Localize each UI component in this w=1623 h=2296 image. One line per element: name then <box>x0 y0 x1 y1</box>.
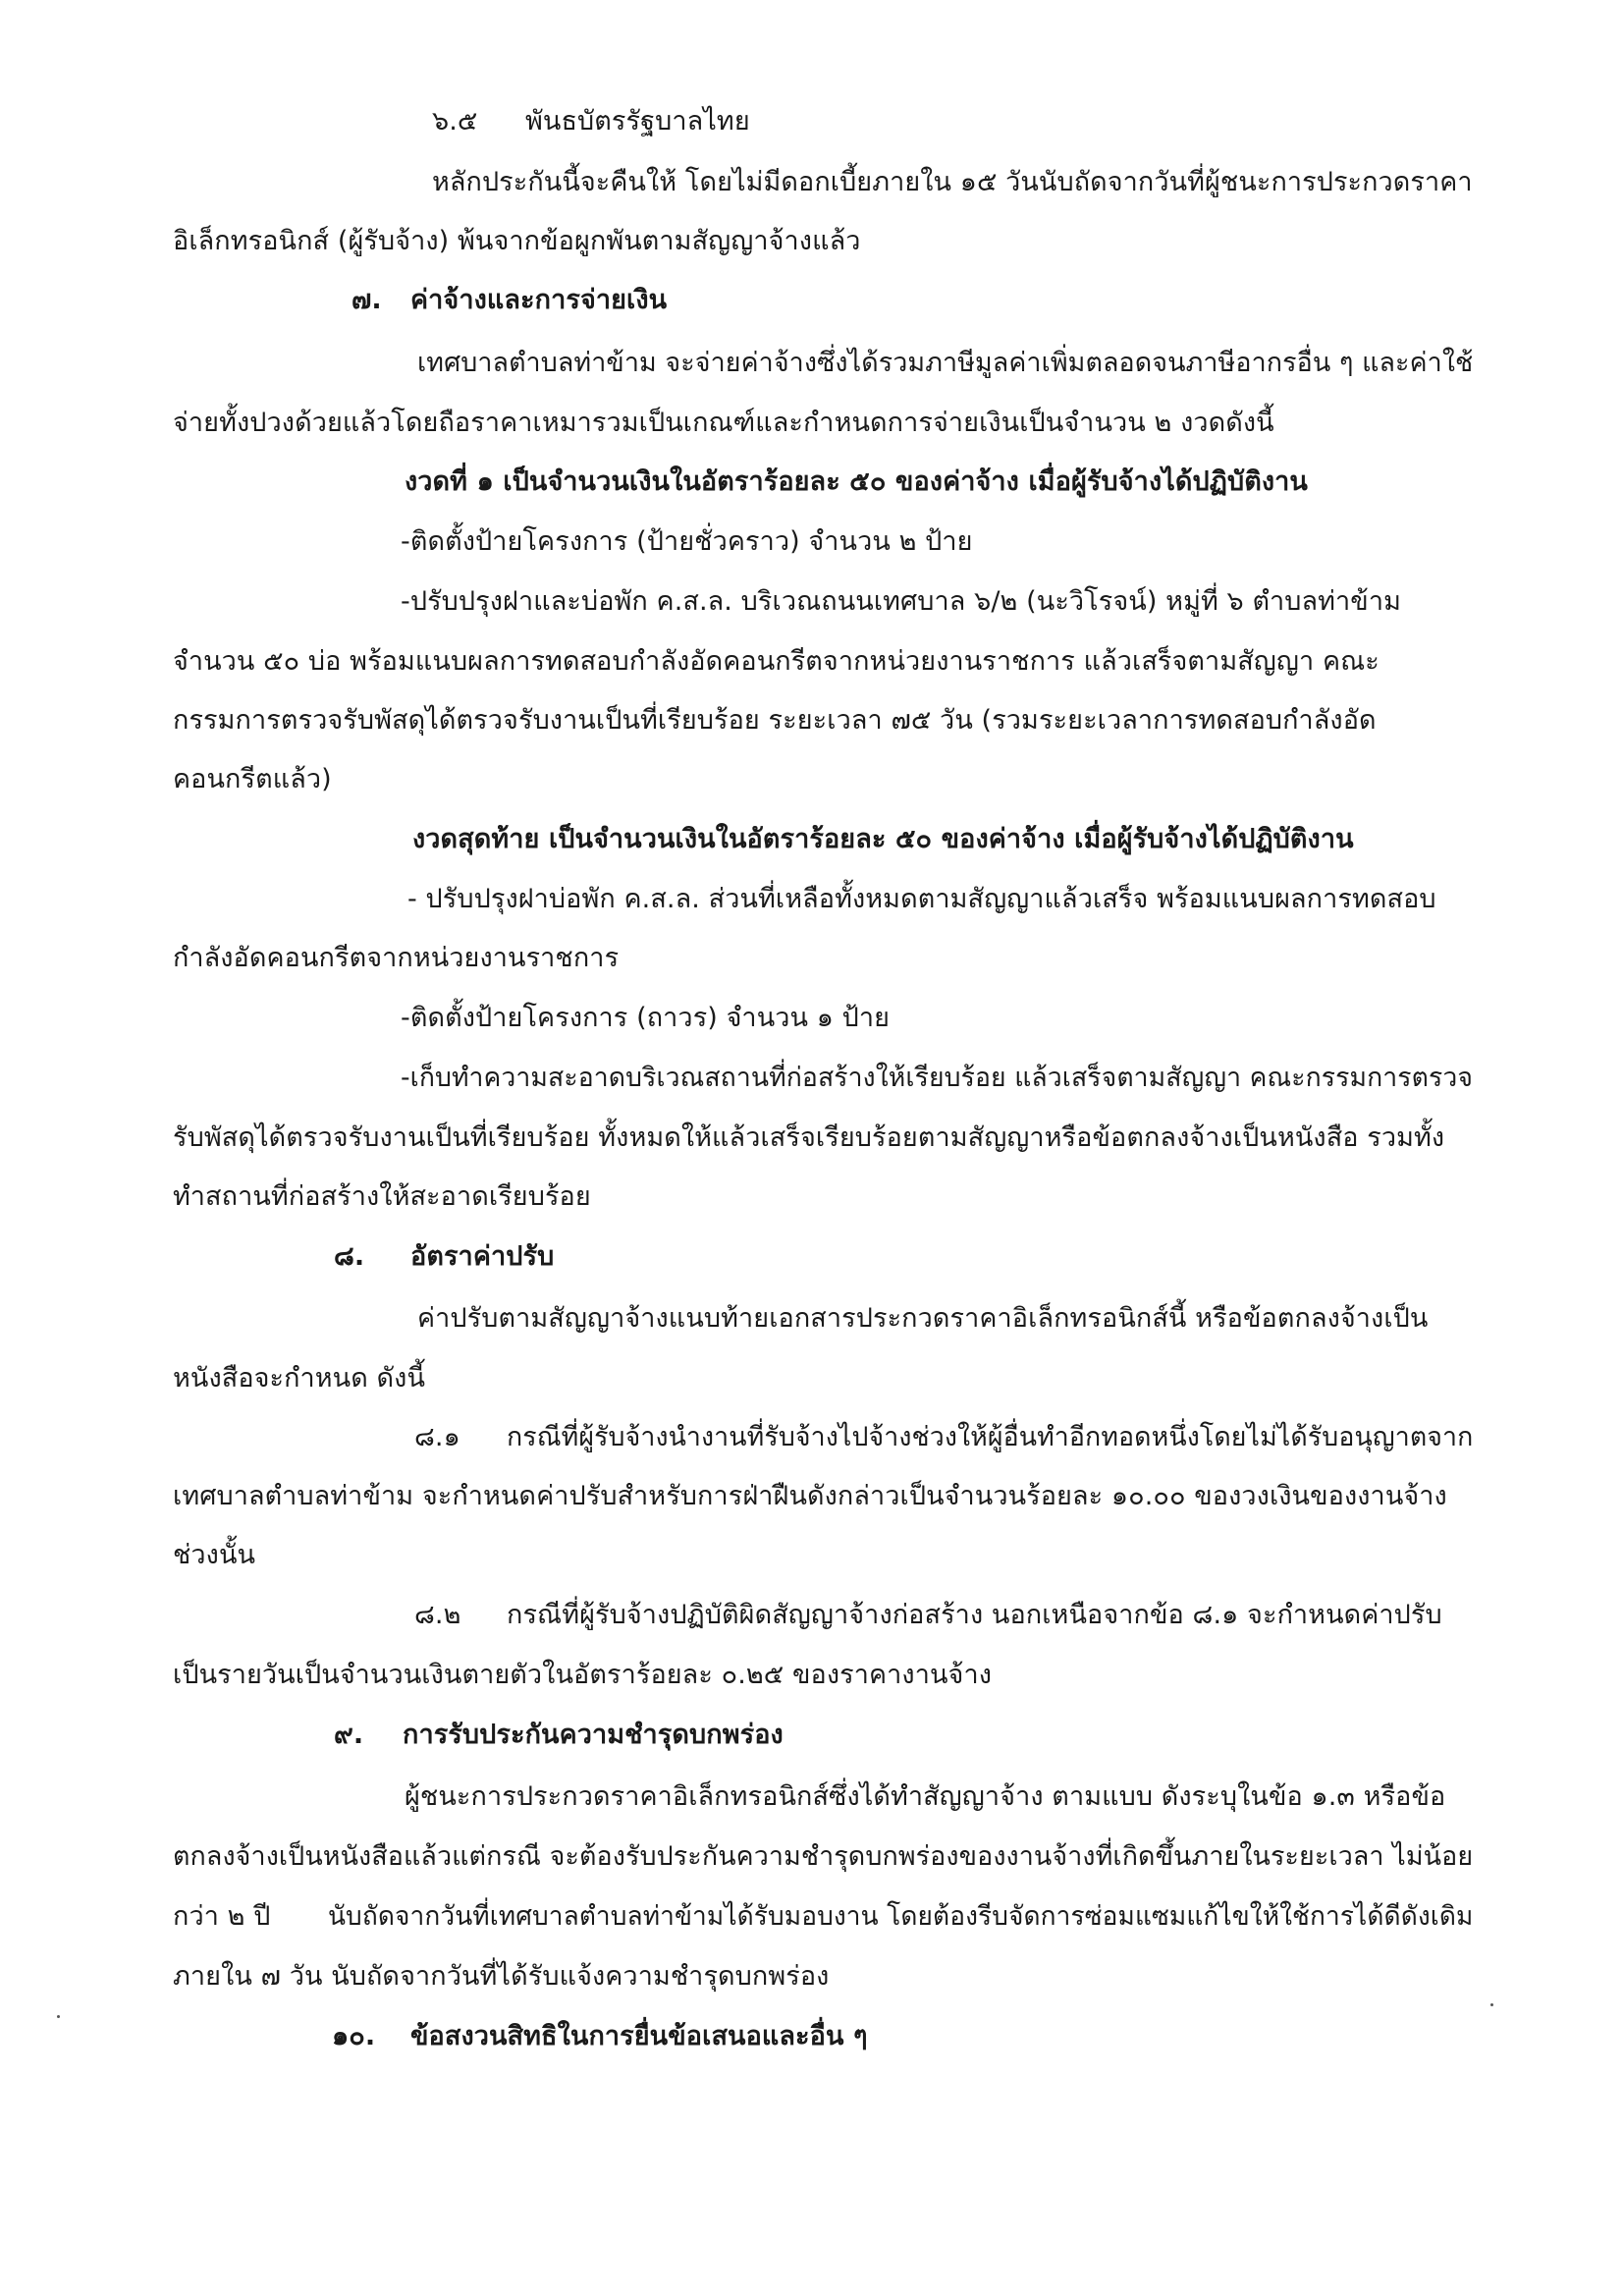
paragraph-warranty-line-2: ตกลงจ้างเป็นหนังสือแล้วแต่กรณี จะต้องรับประกันความชำรุดบกพร่องของงานจ้างที่เกิดขึ้นภายในระยะเวลา ไม่น้อย <box>173 1841 1474 1872</box>
section-8-1-line-3: ช่วงนั้น <box>173 1540 256 1570</box>
installment-final-item-2: -ติดตั้งป้ายโครงการ (ถาวร) จำนวน ๑ ป้าย <box>401 1003 891 1033</box>
installment-final-item-1-line-1: - ปรับปรุงฝาบ่อพัก ค.ส.ล. ส่วนที่เหลือทั้งหมดตามสัญญาแล้วเสร็จ พร้อมแนบผลการทดสอบ <box>407 884 1436 914</box>
section-8-2-number: ๘.๒ <box>414 1600 461 1630</box>
section-8-1-line-2: เทศบาลตำบลท่าข้าม จะกำหนดค่าปรับสำหรับการฝ่าฝืนดังกล่าวเป็นจำนวนร้อยละ ๑๐.๐๐ ของวงเงินของงานจ้าง <box>173 1481 1447 1511</box>
paragraph-fine-line-2: หนังสือจะกำหนด ดังนี้ <box>173 1363 426 1394</box>
section-8-2-line-2: เป็นรายวันเป็นจำนวนเงินตายตัวในอัตราร้อยละ ๐.๒๕ ของราคางานจ้าง <box>173 1660 992 1690</box>
installment-1-item-2-line-2: จำนวน ๕๐ บ่อ พร้อมแนบผลการทดสอบกำลังอัดคอนกรีตจากหน่วยงานราชการ แล้วเสร็จตามสัญญา คณะ <box>173 646 1380 677</box>
installment-final-heading: งวดสุดท้าย เป็นจำนวนเงินในอัตราร้อยละ ๕๐ ของค่าจ้าง เมื่อผู้รับจ้างได้ปฏิบัติงาน <box>412 824 1354 854</box>
installment-final-item-3-line-1: -เก็บทำความสะอาดบริเวณสถานที่ก่อสร้างให้เรียบร้อย แล้วเสร็จตามสัญญา คณะกรรมการตรวจ <box>401 1063 1474 1093</box>
section-8-1-number: ๘.๑ <box>414 1422 460 1452</box>
paragraph-warranty-line-1: ผู้ชนะการประกวดราคาอิเล็กทรอนิกส์ซึ่งได้ทำสัญญาจ้าง ตามแบบ ดังระบุในข้อ ๑.๓ หรือข้อ <box>405 1781 1446 1812</box>
installment-1-item-2-line-1: -ปรับปรุงฝาและบ่อพัก ค.ส.ล. บริเวณถนนเทศบาล ๖/๒ (นะวิโรจน์) หมู่ที่ ๖ ตำบลท่าข้าม <box>401 586 1402 617</box>
section-7-number: ๗. <box>352 285 382 315</box>
section-6-5-text: พันธบัตรรัฐบาลไทย <box>525 106 750 137</box>
paragraph-warranty-line-3b: นับถัดจากวันที่เทศบาลตำบลท่าข้ามได้รับมอบงาน โดยต้องรีบจัดการซ่อมแซมแก้ไขให้ใช้การได้ดีดังเดิม <box>328 1901 1474 1932</box>
section-7-title: ค่าจ้างและการจ่ายเงิน <box>410 285 668 315</box>
paragraph-guarantee-line-2: อิเล็กทรอนิกส์ (ผู้รับจ้าง) พ้นจากข้อผูกพันตามสัญญาจ้างแล้ว <box>173 226 861 256</box>
installment-final-item-1-line-2: กำลังอัดคอนกรีตจากหน่วยงานราชการ <box>173 943 620 973</box>
section-8-number: ๘. <box>334 1241 365 1272</box>
scan-speck <box>1490 2003 1493 2006</box>
paragraph-payment-line-2: จ่ายทั้งปวงด้วยแล้วโดยถือราคาเหมารวมเป็นเกณฑ์และกำหนดการจ่ายเงินเป็นจำนวน ๒ งวดดังนี้ <box>173 408 1274 438</box>
paragraph-warranty-line-3a: กว่า ๒ ปี <box>173 1901 271 1932</box>
paragraph-payment-line-1: เทศบาลตำบลท่าข้าม จะจ่ายค่าจ้างซึ่งได้รวมภาษีมูลค่าเพิ่มตลอดจนภาษีอากรอื่น ๆ และค่าใช้ <box>417 348 1474 378</box>
paragraph-fine-line-1: ค่าปรับตามสัญญาจ้างแนบท้ายเอกสารประกวดราคาอิเล็กทรอนิกส์นี้ หรือข้อตกลงจ้างเป็น <box>417 1303 1429 1334</box>
section-9-number: ๙. <box>334 1720 364 1750</box>
section-6-5-number: ๖.๕ <box>432 106 478 137</box>
installment-1-item-1: -ติดตั้งป้ายโครงการ (ป้ายชั่วคราว) จำนวน ๒ ป้าย <box>401 526 973 557</box>
installment-1-item-2-line-3: กรรมการตรวจรับพัสดุได้ตรวจรับงานเป็นที่เรียบร้อย ระยะเวลา ๗๕ วัน (รวมระยะเวลาการทดสอบกำลังอัด <box>173 705 1377 736</box>
paragraph-warranty-line-4: ภายใน ๗ วัน นับถัดจากวันที่ได้รับแจ้งความชำรุดบกพร่อง <box>173 1961 830 1992</box>
section-8-1-line-1: กรณีที่ผู้รับจ้างนำงานที่รับจ้างไปจ้างช่วงให้ผู้อื่นทำอีกทอดหนึ่งโดยไม่ได้รับอนุญาตจาก <box>507 1422 1474 1452</box>
section-9-title: การรับประกันความชำรุดบกพร่อง <box>403 1720 784 1750</box>
section-8-2-line-1: กรณีที่ผู้รับจ้างปฏิบัติผิดสัญญาจ้างก่อสร้าง นอกเหนือจากข้อ ๘.๑ จะกำหนดค่าปรับ <box>507 1600 1442 1630</box>
installment-final-item-3-line-3: ทำสถานที่ก่อสร้างให้สะอาดเรียบร้อย <box>173 1181 591 1212</box>
section-10-number: ๑๐. <box>332 2021 376 2051</box>
installment-1-heading: งวดที่ ๑ เป็นจำนวนเงินในอัตราร้อยละ ๕๐ ของค่าจ้าง เมื่อผู้รับจ้างได้ปฏิบัติงาน <box>405 466 1308 497</box>
section-10-title: ข้อสงวนสิทธิในการยื่นข้อเสนอและอื่น ๆ <box>410 2021 868 2051</box>
installment-final-item-3-line-2: รับพัสดุได้ตรวจรับงานเป็นที่เรียบร้อย ทั้งหมดให้แล้วเสร็จเรียบร้อยตามสัญญาหรือข้อตกลงจ้างเป็นหนังสือ รวมทั้ง <box>173 1122 1445 1153</box>
scan-speck <box>57 2015 60 2018</box>
section-8-title: อัตราค่าปรับ <box>410 1241 555 1272</box>
installment-1-item-2-line-4: คอนกรีตแล้ว) <box>173 764 332 794</box>
paragraph-guarantee-line-1: หลักประกันนี้จะคืนให้ โดยไม่มีดอกเบี้ยภายใน ๑๕ วันนับถัดจากวันที่ผู้ชนะการประกวดราคา <box>432 167 1473 197</box>
